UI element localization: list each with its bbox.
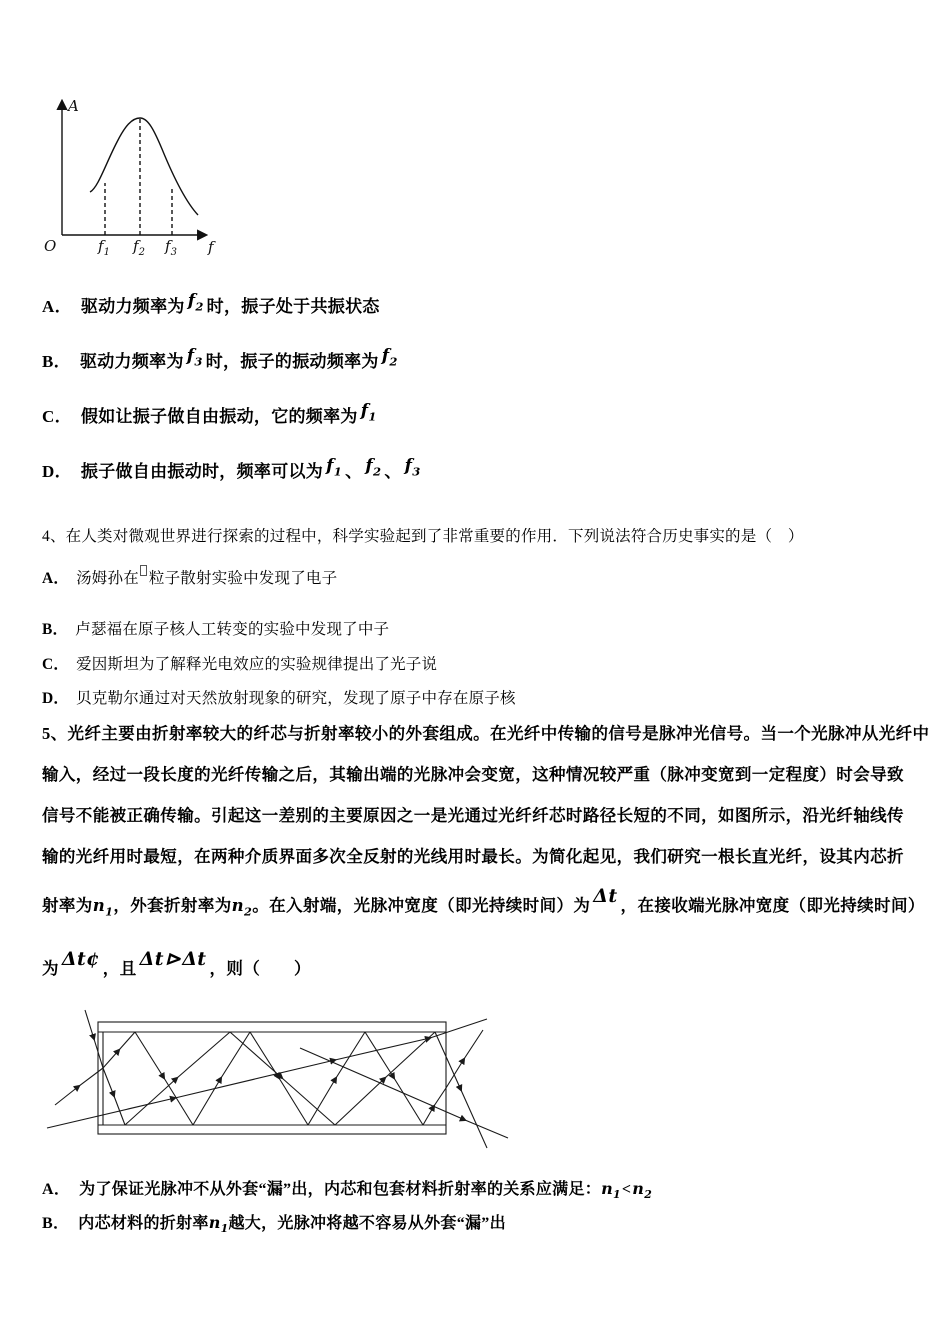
zigzag-ray-segment: [193, 1032, 250, 1125]
tick-f1: $f_1$: [98, 237, 110, 258]
q5-stem-line-4: 输的光纤用时最短，在两种介质界面多次全反射的光线用时最长。为简化起见，我们研究一根长直光纤，设其内芯折: [42, 847, 904, 866]
math-n2: $n_2$: [632, 1179, 653, 1202]
option-text: 贝克勒尔通过对天然放射现象的研究，发现了原子中存在原子核: [76, 690, 516, 707]
q5-stem-line-6: 为 Δt¢ ，且 Δt⊳Δt ，则（ ）: [42, 948, 311, 978]
option-text: 时，振子的振动频率为: [205, 352, 379, 371]
zigzag-ray-segment: [230, 1032, 335, 1125]
math-f2: $f_2$: [187, 291, 204, 314]
q5-stem-line-5: 射率为$n_1$，外套折射率为$n_2$。在入射端，光脉冲宽度（即光持续时间）为 Δt ，在接收端光脉冲宽度（即光持续时间）: [42, 885, 925, 919]
option-text: 越大，光脉冲将越不容易从外套“漏”出: [228, 1215, 506, 1232]
math-delta-t-relation: Δt⊳Δt: [139, 948, 207, 970]
option-label: A．: [42, 1181, 71, 1198]
missing-glyph-box-icon: [140, 565, 147, 576]
math-n1: $n_1$: [601, 1179, 621, 1202]
tick-f3: $f_3$: [165, 237, 177, 258]
q3-option-d: [42, 457, 424, 484]
option-text: 内芯材料的折射率: [78, 1215, 209, 1232]
option-label: D．: [42, 462, 72, 481]
separator: 、: [384, 462, 402, 481]
origin-label: O: [44, 237, 57, 255]
option-text: 汤姆孙在: [76, 570, 139, 587]
math-f3: $f_3$: [404, 456, 421, 479]
q3-option-a: [42, 292, 380, 319]
math-n2: $n_2$: [231, 896, 253, 919]
exit-ray-down-steep: [435, 1032, 487, 1148]
option-label: D．: [42, 690, 70, 707]
q3-option-b: [42, 347, 401, 374]
incoming-ray-steep: [85, 1010, 103, 1068]
axial-ray: [47, 1019, 487, 1128]
math-f2: $f_2$: [381, 346, 398, 369]
q4-option-c: [42, 652, 437, 674]
option-label: C．: [42, 407, 72, 426]
q3-option-c: [42, 402, 380, 429]
math-delta-t-prime: Δt¢: [61, 948, 100, 970]
resonance-curve-figure: [32, 85, 242, 270]
zigzag-ray-segment: [103, 1068, 125, 1125]
option-text: 时，振子处于共振状态: [206, 297, 380, 316]
option-label: A．: [42, 297, 72, 316]
math-n1: $n_1$: [92, 896, 114, 919]
q4-stem: 4、在人类对微观世界进行探索的过程中，科学实验起到了非常重要的作用．下列说法符合历史事实的是（ ）: [42, 528, 804, 545]
option-text: 为了保证光脉冲不从外套“漏”出，内芯和包套材料折射率的关系应满足：: [79, 1181, 602, 1198]
x-axis-label: f: [208, 238, 214, 256]
option-label: B．: [42, 1215, 70, 1232]
q4-option-b: [42, 617, 389, 639]
math-f1: $f_1$: [326, 456, 343, 479]
resonance-curve: [90, 118, 198, 215]
q4-option-d: [42, 686, 516, 708]
q5-stem-line-3: 信号不能被正确传输。引起这一差别的主要原因之一是光通过光纤纤芯时路径长短的不同，如图所示，沿光纤轴线传: [42, 806, 904, 825]
option-label: B．: [42, 352, 71, 371]
option-text: 驱动力频率为: [79, 352, 184, 371]
zigzag-ray-segment: [308, 1032, 365, 1125]
q5-option-a: [42, 1176, 652, 1201]
math-delta-t: Δt: [593, 885, 618, 907]
option-text: 爱因斯坦为了解释光电效应的实验规律提出了光子说: [76, 656, 438, 673]
relation-symbol: <: [621, 1181, 632, 1198]
q4-option-a: [42, 565, 337, 588]
q5-stem-line-2: 输入，经过一段长度的光纤传输之后，其输出端的光脉冲会变宽，这种情况较严重（脉冲变宽到一定程度）时会导致: [42, 765, 904, 784]
option-text: 粒子散射实验中发现了电子: [148, 570, 338, 587]
q5-stem-line-1: 5、光纤主要由折射率较大的纤芯与折射率较小的外套组成。在光纤中传输的信号是脉冲光信号。当一个光脉冲从光纤中: [42, 724, 930, 743]
math-n1: $n_1$: [208, 1213, 229, 1236]
option-text: 振子做自由振动时，频率可以为: [80, 462, 324, 481]
separator: 、: [345, 462, 363, 481]
option-label: B．: [42, 621, 69, 638]
optical-fiber-figure: [35, 1008, 515, 1160]
option-text: 假如让振子做自由振动，它的频率为: [80, 407, 358, 426]
option-label: A．: [42, 570, 70, 587]
tick-f2: $f_2$: [133, 237, 145, 258]
q5-option-b: [42, 1210, 506, 1235]
zigzag-ray-segment: [335, 1032, 435, 1125]
math-f1: $f_1$: [360, 401, 377, 424]
y-axis-label: A: [68, 97, 79, 115]
option-text: 卢瑟福在原子核人工转变的实验中发现了中子: [75, 621, 390, 638]
zigzag-ray-segment: [135, 1032, 193, 1125]
zigzag-ray-segment: [125, 1032, 230, 1125]
zigzag-ray-segment: [103, 1032, 135, 1068]
incoming-ray-shallow: [55, 1068, 103, 1105]
option-label: C．: [42, 656, 70, 673]
math-f3: $f_3$: [186, 346, 203, 369]
exit-ray-up-right: [446, 1030, 483, 1088]
math-f2: $f_2$: [365, 456, 382, 479]
relation-symbol: ⊳: [164, 948, 182, 970]
option-text: 驱动力频率为: [80, 297, 185, 316]
